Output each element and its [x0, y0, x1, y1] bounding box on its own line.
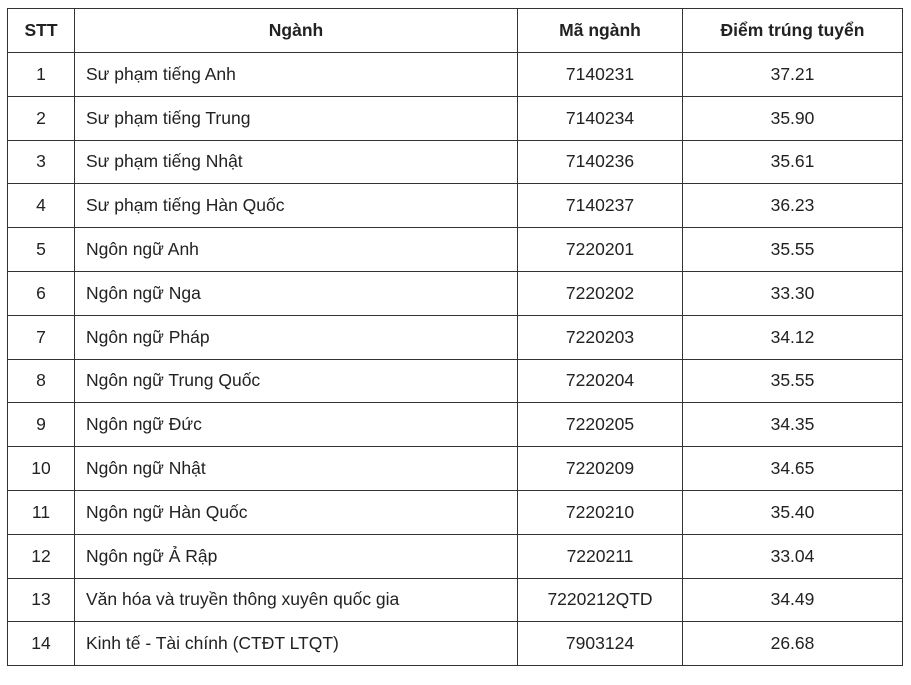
admission-scores-table — [7, 8, 903, 666]
cell-stt: 5 — [8, 228, 75, 272]
header-major-code: Mã ngành — [518, 9, 683, 53]
cell-major-name: Sư phạm tiếng Hàn Quốc — [75, 184, 518, 228]
cell-stt: 11 — [8, 490, 75, 534]
cell-score: 35.90 — [683, 96, 903, 140]
cell-major-code: 7220205 — [518, 403, 683, 447]
cell-major-code: 7220203 — [518, 315, 683, 359]
cell-major-code: 7220210 — [518, 490, 683, 534]
table-row — [8, 447, 903, 491]
cell-stt: 14 — [8, 622, 75, 666]
table-row — [8, 53, 903, 97]
header-major-name: Ngành — [75, 9, 518, 53]
table-row — [8, 271, 903, 315]
cell-score: 26.68 — [683, 622, 903, 666]
cell-major-name: Sư phạm tiếng Nhật — [75, 140, 518, 184]
cell-major-code: 7140231 — [518, 53, 683, 97]
table-row — [8, 228, 903, 272]
cell-major-name: Kinh tế - Tài chính (CTĐT LTQT) — [75, 622, 518, 666]
cell-stt: 8 — [8, 359, 75, 403]
cell-score: 34.12 — [683, 315, 903, 359]
table-row — [8, 184, 903, 228]
cell-stt: 2 — [8, 96, 75, 140]
cell-major-name: Ngôn ngữ Trung Quốc — [75, 359, 518, 403]
cell-score: 35.61 — [683, 140, 903, 184]
table-row — [8, 490, 903, 534]
cell-major-code: 7140237 — [518, 184, 683, 228]
cell-major-code: 7220212QTD — [518, 578, 683, 622]
cell-stt: 7 — [8, 315, 75, 359]
cell-score: 35.55 — [683, 228, 903, 272]
cell-major-name: Sư phạm tiếng Anh — [75, 53, 518, 97]
cell-score: 35.55 — [683, 359, 903, 403]
cell-stt: 1 — [8, 53, 75, 97]
cell-score: 37.21 — [683, 53, 903, 97]
cell-score: 34.35 — [683, 403, 903, 447]
table-row — [8, 403, 903, 447]
header-admission-score: Điểm trúng tuyển — [683, 9, 903, 53]
cell-major-name: Văn hóa và truyền thông xuyên quốc gia — [75, 578, 518, 622]
cell-stt: 9 — [8, 403, 75, 447]
cell-major-code: 7903124 — [518, 622, 683, 666]
cell-major-name: Ngôn ngữ Ả Rập — [75, 534, 518, 578]
cell-major-name: Ngôn ngữ Đức — [75, 403, 518, 447]
cell-major-name: Ngôn ngữ Hàn Quốc — [75, 490, 518, 534]
cell-stt: 12 — [8, 534, 75, 578]
cell-major-code: 7220204 — [518, 359, 683, 403]
table-row — [8, 359, 903, 403]
cell-stt: 4 — [8, 184, 75, 228]
cell-score: 35.40 — [683, 490, 903, 534]
cell-stt: 13 — [8, 578, 75, 622]
cell-major-name: Sư phạm tiếng Trung — [75, 96, 518, 140]
cell-stt: 3 — [8, 140, 75, 184]
table-header-row — [8, 9, 903, 53]
cell-major-name: Ngôn ngữ Anh — [75, 228, 518, 272]
cell-stt: 6 — [8, 271, 75, 315]
cell-score: 33.30 — [683, 271, 903, 315]
cell-major-code: 7220211 — [518, 534, 683, 578]
cell-major-name: Ngôn ngữ Pháp — [75, 315, 518, 359]
cell-score: 33.04 — [683, 534, 903, 578]
table-row — [8, 315, 903, 359]
cell-major-code: 7220202 — [518, 271, 683, 315]
cell-major-code: 7140234 — [518, 96, 683, 140]
cell-major-code: 7220201 — [518, 228, 683, 272]
table-row — [8, 140, 903, 184]
cell-major-code: 7140236 — [518, 140, 683, 184]
cell-stt: 10 — [8, 447, 75, 491]
table-row — [8, 534, 903, 578]
cell-major-name: Ngôn ngữ Nhật — [75, 447, 518, 491]
header-stt: STT — [8, 9, 75, 53]
cell-major-code: 7220209 — [518, 447, 683, 491]
table-row — [8, 622, 903, 666]
cell-major-name: Ngôn ngữ Nga — [75, 271, 518, 315]
cell-score: 34.49 — [683, 578, 903, 622]
cell-score: 34.65 — [683, 447, 903, 491]
table-row — [8, 578, 903, 622]
table-row — [8, 96, 903, 140]
cell-score: 36.23 — [683, 184, 903, 228]
